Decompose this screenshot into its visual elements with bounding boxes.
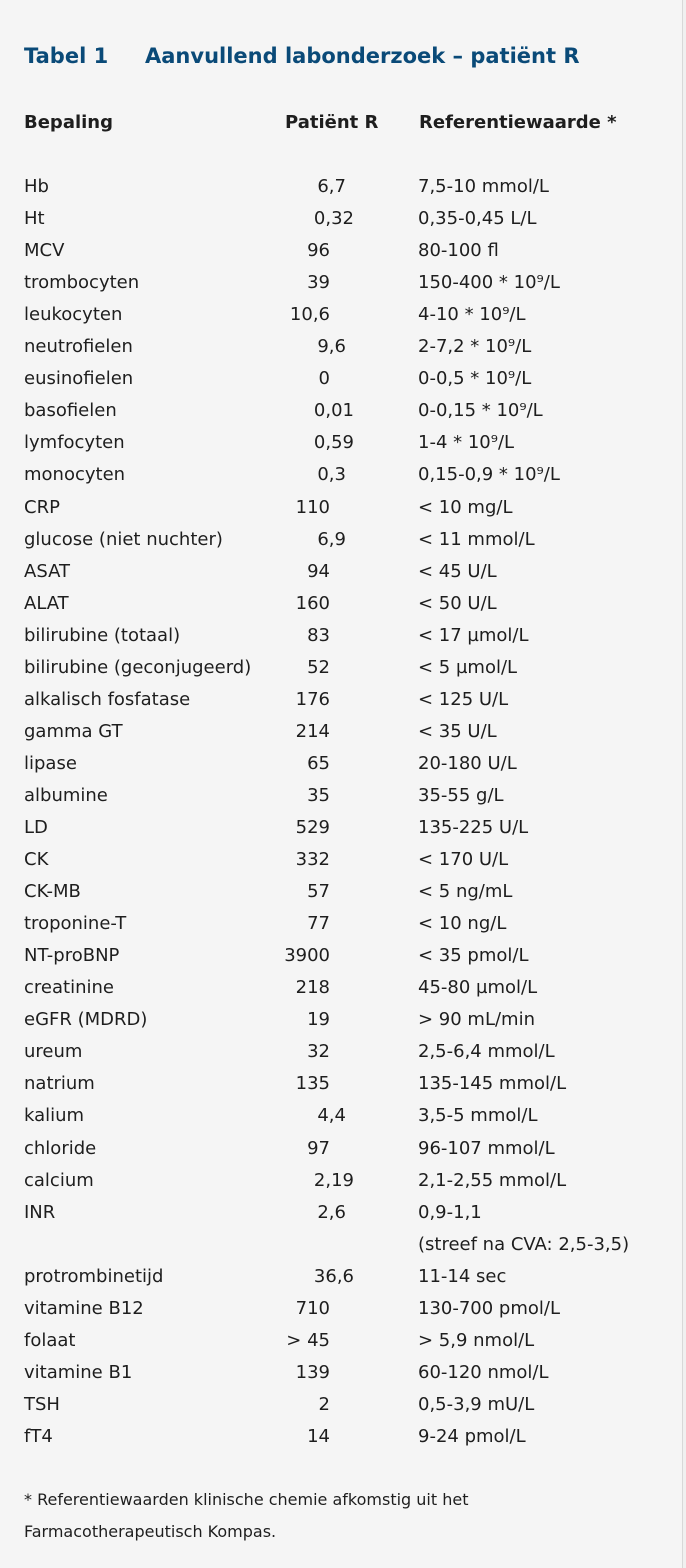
reference-cell: 45-80 µmol/L [418,977,538,999]
table-row [0,684,682,716]
table-row [0,1293,682,1325]
table-row [0,1036,682,1068]
param-cell: Hb [24,176,49,197]
reference-cell: < 5 µmol/L [418,656,518,678]
value-cell: 139 [295,1361,330,1383]
reference-cell: < 45 U/L [418,560,497,582]
reference-cell: < 5 ng/mL [418,881,513,903]
value-cell: 0,32 [313,208,354,230]
reference-cell: 7,5-10 mmol/L [418,176,549,197]
value-cell: 218 [295,977,330,999]
table-row [0,620,682,652]
param-cell: fT4 [24,1425,53,1447]
reference-cell: 2,5-6,4 mmol/L [418,1041,555,1063]
table-row [0,459,682,491]
table-row [0,1197,682,1229]
header-reference: Referentiewaarde * [419,112,617,133]
param-cell: basofielen [24,400,117,422]
reference-cell: > 5,9 nmol/L [418,1329,535,1351]
table-row [0,1357,682,1389]
value-cell: 110 [295,496,330,518]
table-number: Tabel 1 [24,44,109,68]
param-cell: lipase [24,752,77,774]
table-row [0,395,682,427]
param-cell: natrium [24,1073,95,1095]
value-cell: 14 [307,1425,330,1447]
param-cell: troponine-T [24,913,127,935]
value-cell: 529 [295,817,330,838]
value-cell: 52 [307,656,330,678]
table-row [0,1389,682,1421]
param-cell: leukocyten [24,304,123,326]
reference-cell: < 170 U/L [418,849,509,871]
param-cell: lymfocyten [24,432,125,454]
table-row [0,940,682,972]
reference-cell: 2,1-2,55 mmol/L [418,1169,567,1191]
value-cell: 214 [295,720,330,742]
value-cell: 36,6 [313,1265,354,1287]
param-cell: MCV [24,240,65,262]
reference-cell: > 90 mL/min [418,1009,535,1031]
reference-cell: 35-55 g/L [418,784,504,806]
param-cell: eGFR (MDRD) [24,1009,148,1031]
reference-cell: 130-700 pmol/L [418,1297,560,1319]
param-cell: kalium [24,1105,85,1127]
table-row [0,1004,682,1036]
header-param: Bepaling [24,112,113,133]
value-cell: 0,3 [317,464,346,486]
reference-cell: < 125 U/L [418,688,509,710]
table-row [0,203,682,235]
value-cell: 77 [307,913,330,935]
value-cell: 0,01 [313,400,354,422]
reference-cell: 11-14 sec [418,1265,507,1287]
param-cell: glucose (niet nuchter) [24,528,223,550]
value-cell: 4,4 [317,1105,346,1127]
table-row [0,427,682,459]
param-cell: creatinine [24,977,114,999]
param-cell: folaat [24,1329,76,1351]
table-row [0,1261,682,1293]
value-cell: 83 [307,624,330,646]
table-row [0,524,682,556]
reference-cell: < 50 U/L [418,592,497,614]
table-row [0,588,682,620]
param-cell: CK [24,849,49,871]
param-cell: neutrofielen [24,336,133,358]
table-row [0,556,682,588]
reference-cell: < 10 ng/L [418,913,507,935]
table-row [0,299,682,331]
param-cell: chloride [24,1137,97,1159]
reference-cell: 2-7,2 * 10⁹/L [418,336,532,358]
param-cell: CRP [24,496,60,518]
table-row [0,1325,682,1357]
value-cell: 97 [307,1137,330,1159]
table-row [0,908,682,940]
param-cell: ALAT [24,592,69,614]
table-row [0,716,682,748]
param-cell: ureum [24,1041,83,1063]
table-row [0,972,682,1004]
param-cell: calcium [24,1169,94,1191]
value-cell: 3900 [284,945,330,967]
value-cell: 176 [295,688,330,710]
table-row [0,812,682,844]
param-cell: LD [24,817,48,838]
table-row [0,235,682,267]
reference-cell: 0,35-0,45 L/L [418,208,537,230]
param-cell: monocyten [24,464,126,486]
footnote: * Referentiewaarden klinische chemie afkomstig uit het Farmacotherapeutisch Kompas. [24,1490,469,1541]
header-patient: Patiënt R [285,112,379,133]
param-cell: protrombinetijd [24,1265,164,1287]
value-cell: 10,6 [289,304,330,326]
table-row [0,1068,682,1100]
param-cell: CK-MB [24,881,81,903]
value-cell: 94 [307,560,330,582]
table-row [0,1421,682,1453]
reference-cell: 0,9-1,1 [418,1201,482,1223]
param-cell: bilirubine (geconjugeerd) [24,656,252,678]
param-cell: NT-proBNP [24,945,120,967]
param-cell: eusinofielen [24,368,134,390]
reference-cell: 135-225 U/L [418,817,529,838]
value-cell: 39 [307,272,330,294]
value-cell: > 45 [286,1329,330,1351]
reference-cell: 20-180 U/L [418,752,517,774]
reference-cell: 0,5-3,9 mU/L [418,1393,535,1415]
param-cell: trombocyten [24,272,140,294]
reference-cell: 135-145 mmol/L [418,1073,567,1095]
value-cell: 2 [318,1393,330,1415]
table-title [24,44,580,68]
reference-cell: < 17 µmol/L [418,624,529,646]
reference-cell: 0-0,5 * 10⁹/L [418,368,532,390]
param-cell: albumine [24,784,108,806]
table-row [0,780,682,812]
value-cell: 96 [307,240,330,262]
param-cell: gamma GT [24,720,123,742]
table-row [0,331,682,363]
value-cell: 6,7 [317,176,346,197]
value-cell: 19 [307,1009,330,1031]
table-row [0,1165,682,1197]
reference-cell: 80-100 fl [418,240,499,262]
table-row [0,652,682,684]
value-cell: 32 [307,1041,330,1063]
reference-cell: < 35 pmol/L [418,945,529,967]
value-cell: 710 [295,1297,330,1319]
param-cell: ASAT [24,560,70,582]
table-row [0,363,682,395]
reference-cell: 96-107 mmol/L [418,1137,555,1159]
table-row [0,267,682,299]
param-cell: TSH [24,1393,60,1415]
value-cell: 160 [295,592,330,614]
value-cell: 57 [307,881,330,903]
value-cell: 9,6 [317,336,346,358]
reference-cell: 150-400 * 10⁹/L [418,272,560,294]
value-cell: 0 [318,368,330,390]
reference-cell: < 11 mmol/L [418,528,535,550]
reference-cell: 0,15-0,9 * 10⁹/L [418,464,560,486]
param-cell: alkalisch fosfatase [24,688,191,710]
value-cell: 2,6 [317,1201,346,1223]
table-row [0,1229,682,1261]
table-row [0,492,682,524]
value-cell: 2,19 [313,1169,354,1191]
param-cell: Ht [24,208,45,230]
reference-cell: 4-10 * 10⁹/L [418,304,526,326]
table-row [0,1100,682,1132]
table-row [0,844,682,876]
reference-cell: 0-0,15 * 10⁹/L [418,400,543,422]
param-cell: vitamine B12 [24,1297,144,1319]
reference-cell: 1-4 * 10⁹/L [418,432,515,454]
value-cell: 35 [307,784,330,806]
value-cell: 332 [295,849,330,871]
value-cell: 65 [307,752,330,774]
param-cell: bilirubine (totaal) [24,624,181,646]
param-cell: vitamine B1 [24,1361,133,1383]
table-row [0,876,682,908]
reference-cell: 9-24 pmol/L [418,1425,526,1447]
reference-cell: < 10 mg/L [418,496,513,518]
reference-cell: 3,5-5 mmol/L [418,1105,538,1127]
value-cell: 6,9 [317,528,346,550]
table-caption: Aanvullend labonderzoek – patiënt R [145,44,580,68]
table-row [0,748,682,780]
reference-cell: 60-120 nmol/L [418,1361,549,1383]
reference-cell: < 35 U/L [418,720,497,742]
value-cell: 0,59 [313,432,354,454]
param-cell: INR [24,1201,56,1223]
value-cell: 135 [295,1073,330,1095]
table-row [0,1133,682,1165]
reference-cell: (streef na CVA: 2,5-3,5) [418,1233,630,1255]
table-row [0,171,682,203]
